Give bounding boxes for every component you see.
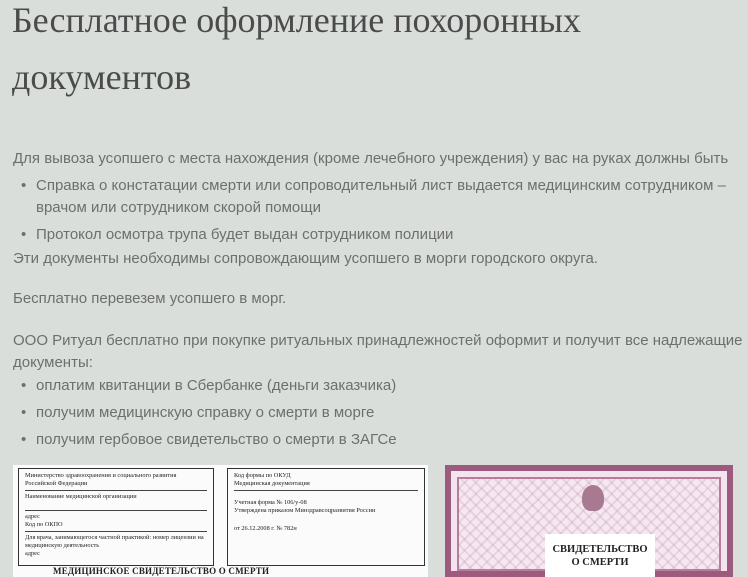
address-label-2: адрес (25, 550, 40, 557)
list-item: • Справка о констатации смерти или сопроводительный лист выдается медицинским сотрудником – врачом или сотрудником скорой помощи (13, 175, 743, 219)
certificate-pattern (457, 477, 721, 571)
okud-label: Код формы по ОКУД (234, 472, 291, 479)
note-text: Эти документы необходимы сопровождающим усопшего в морги городского округа. (13, 250, 598, 267)
required-docs-list (13, 175, 743, 246)
order-date: от 26.12.2008 г. № 782н (234, 525, 297, 532)
private-practice-label: Для врача, занимающегося частной практикой: номер лицензии на медицинскую деятельность (25, 534, 204, 549)
page-title: Бесплатное оформление похоронных документов (12, 0, 581, 97)
form-number: Учетная форма № 106/у-08 (234, 499, 307, 506)
form-header-left (18, 468, 214, 566)
service-steps-list (13, 375, 743, 451)
ministry-text: Министерство здравоохранения и социального развития Российской Федерации (25, 472, 177, 487)
list-item: • оплатим квитанции в Сбербанке (деньги заказчика) (13, 375, 743, 397)
coat-of-arms-icon (582, 485, 604, 511)
page-content (13, 148, 743, 451)
med-doc-label: Медицинская документация (234, 480, 310, 487)
org-name-label: Наименование медицинской организации (25, 493, 137, 500)
offer-text: ООО Ритуал бесплатно при покупке ритуальных принадлежностей оформит и получит все надлежащие документы: (13, 332, 743, 371)
form-heading: МЕДИЦИНСКОЕ СВИДЕТЕЛЬСТВО О СМЕРТИ (53, 566, 270, 576)
transport-text: Бесплатно перевезем усопшего в морг. (13, 290, 287, 307)
okpo-label: Код по ОКПО (25, 521, 63, 528)
documents-image (13, 465, 733, 577)
list-item: • Протокол осмотра трупа будет выдан сотрудником полиции (13, 224, 743, 246)
list-item: • получим медицинскую справку о смерти в морге (13, 402, 743, 424)
medical-certificate-form-image (13, 465, 428, 577)
approved-text: Утверждена приказом Минздравсоцразвития России (234, 507, 376, 514)
form-header-right (227, 468, 425, 566)
address-label: адрес (25, 513, 40, 520)
intro-text: Для вывоза усопшего с места нахождения (кроме лечебного учреждения) у вас на руках должны быть (13, 150, 729, 167)
list-item: • получим гербовое свидетельство о смерти в ЗАГСе (13, 429, 743, 451)
death-certificate-image (445, 465, 733, 577)
certificate-label (545, 534, 655, 577)
certificate-label-line2: О СМЕРТИ (571, 557, 629, 568)
certificate-label-line1: СВИДЕТЕЛЬСТВО (552, 544, 648, 555)
